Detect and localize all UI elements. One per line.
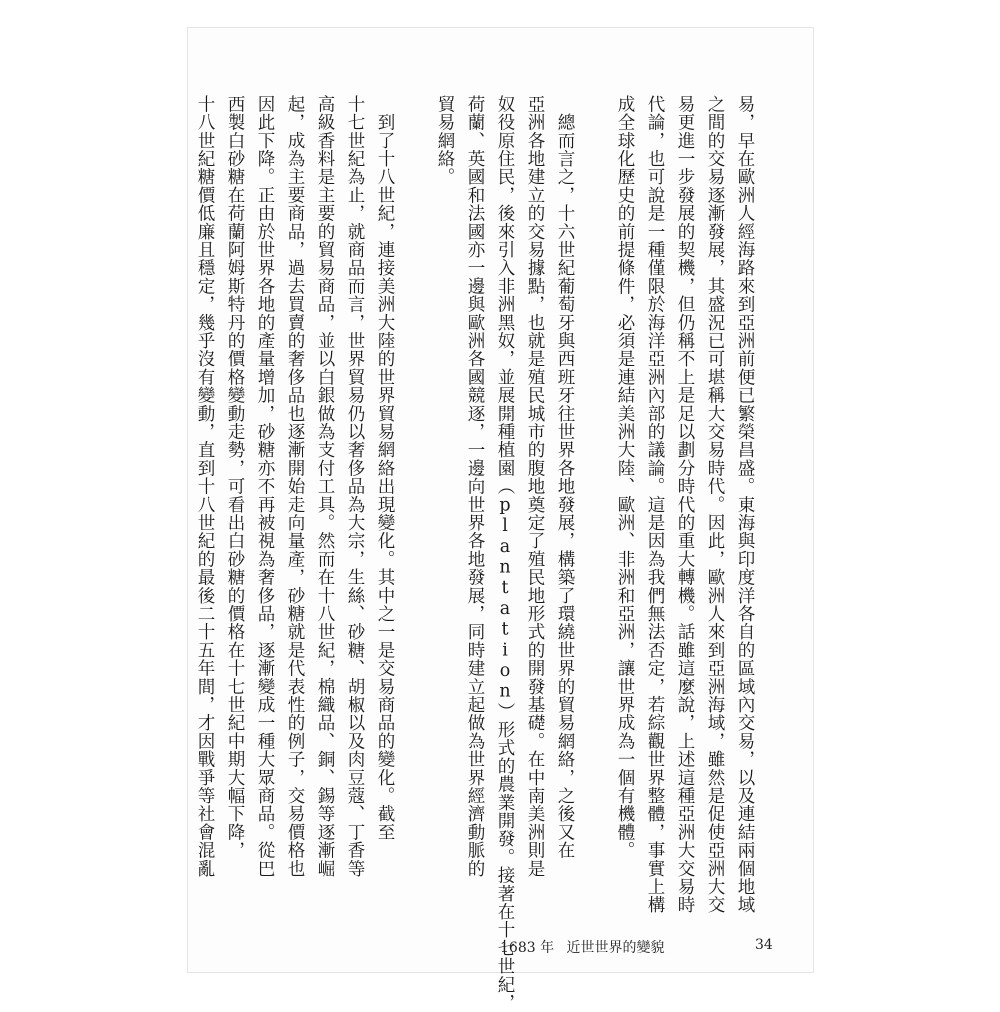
text-column-10: 荷蘭、英國和法國亦一邊與歐洲各國競逐，一邊向世界各地發展，同時建立起做為世界經濟動脈的 — [465, 95, 485, 878]
text-column-15: 高級香料是主要的貿易商品，並以白銀做為支付工具。然而在十八世紀，棉織品、銅、錫等逐漸崛 — [315, 95, 335, 878]
text-column-14: 十七世紀為止，就商品而言，世界貿易仍以奢侈品為大宗，生絲、砂糖、胡椒以及肉豆蔻、丁香等 — [345, 95, 365, 878]
text-column-19: 十八世紀糖價低廉且穩定，幾乎沒有變動，直到十八世紀的最後二十五年間，才因戰爭等社會混亂 — [195, 95, 215, 878]
text-column-5: 成全球化歷史的前提條件，必須是連結美洲大陸、歐洲、非洲和亞洲，讓世界成為一個有機體。 — [615, 95, 635, 860]
text-column-1: 易，早在歐洲人經海路來到亞洲前便已繁榮昌盛。東海與印度洋各自的區域內交易，以及連結兩個地域 — [735, 95, 755, 914]
text-column-17: 因此下降。正由於世界各地的產量增加，砂糖亦不再被視為奢侈品，逐漸變成一種大眾商品。從巴 — [255, 95, 275, 878]
footer-year: 1683 年 — [500, 940, 555, 956]
text-column-2: 之間的交易逐漸發展，其盛況已可堪稱大交易時代。因此，歐洲人來到亞洲海域，雖然是促使亞洲大交 — [705, 95, 725, 914]
text-column-9: 奴役原住民，後來引入非洲黑奴，並展開種植園（plantation）形式的農業開發。接著在十七世紀， — [495, 95, 515, 1012]
text-column-13: 到了十八世紀，連接美洲大陸的世界貿易網絡出現變化。其中之一是交易商品的變化。截至 — [375, 95, 395, 842]
text-column-8: 亞洲各地建立的交易據點，也就是殖民城市的腹地奠定了殖民地形式的開發基礎。在中南美洲則是 — [525, 95, 545, 878]
page-number: 34 — [755, 937, 773, 953]
text-column-11: 貿易網絡。 — [435, 95, 455, 186]
text-column-7: 總而言之，十六世紀葡萄牙與西班牙往世界各地發展，構築了環繞世界的貿易網絡，之後又在 — [555, 95, 575, 860]
text-column-16: 起，成為主要商品，過去買賣的奢侈品也逐漸開始走向量產，砂糖就是代表性的例子，交易價格也 — [285, 95, 305, 878]
text-column-18: 西製白砂糖在荷蘭阿姆斯特丹的價格變動走勢，可看出白砂糖的價格在十七世紀中期大幅下降， — [225, 95, 245, 860]
page-footer — [500, 937, 773, 957]
text-column-4: 代論，也可說是一種僅限於海洋亞洲內部的議論。這是因為我們無法否定，若綜觀世界整體，事實上構 — [645, 95, 665, 914]
text-column-3: 易更進一步發展的契機，但仍稱不上是足以劃分時代的重大轉機。話雖這麼說，上述這種亞洲大交易時 — [675, 95, 695, 914]
footer-chapter-title: 近世世界的變貌 — [566, 940, 665, 956]
